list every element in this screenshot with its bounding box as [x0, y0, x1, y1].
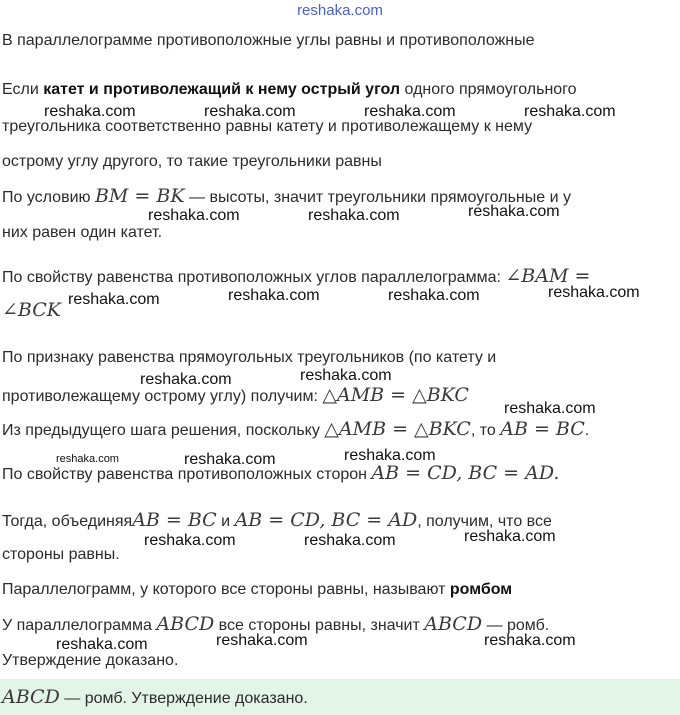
math-abcd-2: ABCD	[424, 613, 483, 635]
watermark: reshaka.com	[44, 103, 136, 120]
watermark: reshaka.com	[388, 287, 480, 304]
watermark: reshaka.com	[468, 203, 560, 220]
watermark: reshaka.com	[148, 207, 240, 224]
site-header-link[interactable]: reshaka.com	[297, 2, 383, 19]
paragraph-9: По признаку равенства прямоугольных треугольников (по катету и	[2, 349, 497, 366]
paragraph-10: противолежащему острому углу) получим: △AMB = △BKC	[2, 384, 469, 406]
paragraph-6: них равен один катет.	[2, 224, 163, 241]
watermark: reshaka.com	[68, 291, 160, 308]
watermark: reshaka.com	[308, 207, 400, 224]
watermark: reshaka.com	[464, 528, 556, 545]
watermark: reshaka.com	[300, 367, 392, 384]
paragraph-1: В параллелограмме противоположные углы равны и противоположные	[2, 32, 535, 49]
watermark: reshaka.com	[140, 371, 232, 388]
watermark: reshaka.com	[524, 103, 616, 120]
math-abcd: ABCD	[156, 613, 215, 635]
paragraph-14: стороны равны.	[2, 546, 120, 563]
paragraph-17: Утверждение доказано.	[2, 652, 179, 669]
watermark: reshaka.com	[548, 284, 640, 301]
paragraph-11: Из предыдущего шага решения, поскольку △AMB = △BKC, то AB = BC.	[2, 418, 590, 440]
paragraph-13: Тогда, объединяяAB = BC и AB = CD, BC = AD, получим, что все	[2, 509, 552, 531]
math-angle-bck: ∠BCK	[2, 299, 61, 321]
paragraph-5: По условию BM = BK — высоты, значит треугольники прямоугольные и у	[2, 185, 571, 207]
math-ab-bc: AB = BC	[500, 418, 585, 440]
paragraph-2: Если катет и противолежащий к нему острый угол одного прямоугольного	[2, 81, 577, 98]
math-triangles-equal-2: △AMB = △BKC	[324, 418, 471, 440]
bold-term-rhombus: ромбом	[449, 581, 513, 598]
watermark: reshaka.com	[204, 103, 296, 120]
paragraph-4: острому углу другого, то такие треугольники равны	[2, 153, 382, 170]
paragraph-16: У параллелограмма ABCD все стороны равны, значит ABCD — ромб.	[2, 613, 550, 635]
paragraph-3: треугольника соответственно равны катету и противолежащему к нему	[2, 118, 533, 135]
math-opposite-sides: AB = CD, BC = AD.	[371, 462, 560, 484]
math-ab-bc-2: AB = BC	[132, 509, 217, 531]
watermark: reshaka.com	[228, 287, 320, 304]
paragraph-15: Параллелограмм, у которого все стороны равны, называют ромбом	[2, 581, 513, 598]
watermark: reshaka.com	[344, 447, 436, 464]
math-ab-cd-bc-ad: AB = CD, BC = AD	[234, 509, 418, 531]
answer-line: ABCD — ромб. Утверждение доказано.	[2, 686, 308, 708]
watermark: reshaka.com	[56, 453, 119, 465]
watermark: reshaka.com	[216, 632, 308, 649]
paragraph-8	[2, 300, 61, 322]
math-answer-abcd: ABCD	[2, 686, 60, 708]
math-triangles-equal: △AMB = △BKC	[322, 384, 469, 406]
watermark: reshaka.com	[184, 451, 276, 468]
watermark: reshaka.com	[364, 103, 456, 120]
paragraph-7: По свойству равенства противоположных углов параллелограмма: ∠BAM =	[2, 265, 591, 287]
math-angle-bam: ∠BAM =	[505, 265, 591, 287]
watermark: reshaka.com	[504, 400, 596, 417]
watermark: reshaka.com	[484, 632, 576, 649]
math-bm-bk: BM = BK	[94, 185, 185, 207]
bold-term-leg-angle: катет и противолежащий к нему острый угол	[43, 81, 401, 98]
paragraph-12: По свойству равенства противоположных сторон AB = CD, BC = AD.	[2, 462, 560, 484]
watermark: reshaka.com	[144, 532, 236, 549]
answer-box	[0, 679, 680, 715]
watermark: reshaka.com	[304, 532, 396, 549]
watermark: reshaka.com	[56, 636, 148, 653]
